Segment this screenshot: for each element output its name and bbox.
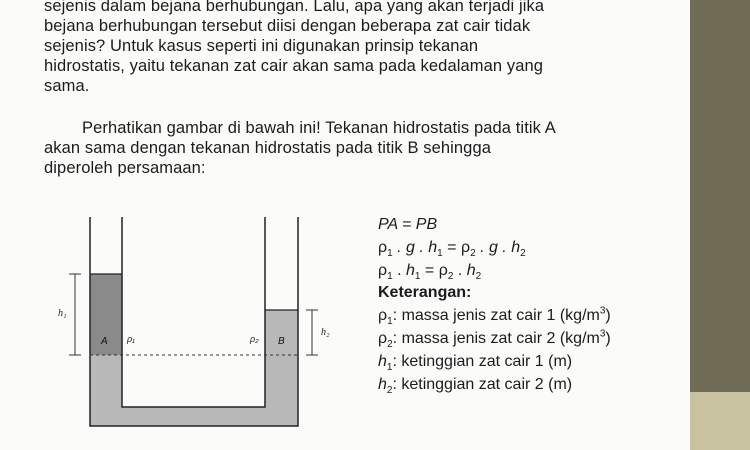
legend-item: $\rho_2$: massa jenis zat cair 2 $(kg/m^3)$ [378,328,611,351]
tube-inner-wall [122,217,265,407]
text-line: sejenis? Untuk kasus seperti ini digunakan prinsip tekanan [44,37,479,55]
rho2-label: ρ₂ [250,334,259,344]
legend-item: $h_1$: ketinggian zat cair 1 (m) [378,352,573,373]
equation-simplified: $\rho_1$ . $h_1 = \rho_2$ . $h_2$ [378,261,482,282]
side-panel-dark [690,0,750,392]
text-line: sejenis dalam bejana berhubungan. Lalu, apa yang akan terjadi jika [44,0,545,15]
rho1-label: ρ₁ [127,334,135,344]
u-tube-diagram [50,212,350,444]
legend-item: $\rho_1$: massa jenis zat cair 1 $(kg/m^3)$ [378,305,611,328]
h1-label: h₁ [58,308,67,319]
text-line: akan sama dengan tekanan hidrostatis pada titik B sehingga [44,139,492,157]
text-line: diperoleh persamaan: [44,159,206,177]
text-line: hidrostatis, yaitu tekanan zat cair akan sama pada kedalaman yang [44,57,544,75]
liquid-2-right [265,310,298,407]
text-line: Perhatikan gambar di bawah ini! Tekanan hidrostatis pada titik A [82,119,556,137]
equation-block [378,214,611,396]
equation-full: $\rho_1$ . g . $h_1 = \rho_2$ . g . $h_2$ [378,238,526,259]
point-b-label: B [278,336,285,347]
h2-label: h₂ [321,327,330,338]
text-line: bejana berhubungan tersebut diisi dengan beberapa zat cair tidak [44,17,531,35]
keterangan-heading: Keterangan: [378,284,472,302]
paragraph-1 [44,0,544,96]
paragraph-2 [44,118,556,178]
side-panel-light [690,392,750,450]
point-a-label: A [101,336,108,347]
legend-item: $h_2$: ketinggian zat cair 2 (m) [378,375,573,396]
equation-pa-pb: PA = PB [378,216,438,233]
text-line: sama. [44,77,90,95]
